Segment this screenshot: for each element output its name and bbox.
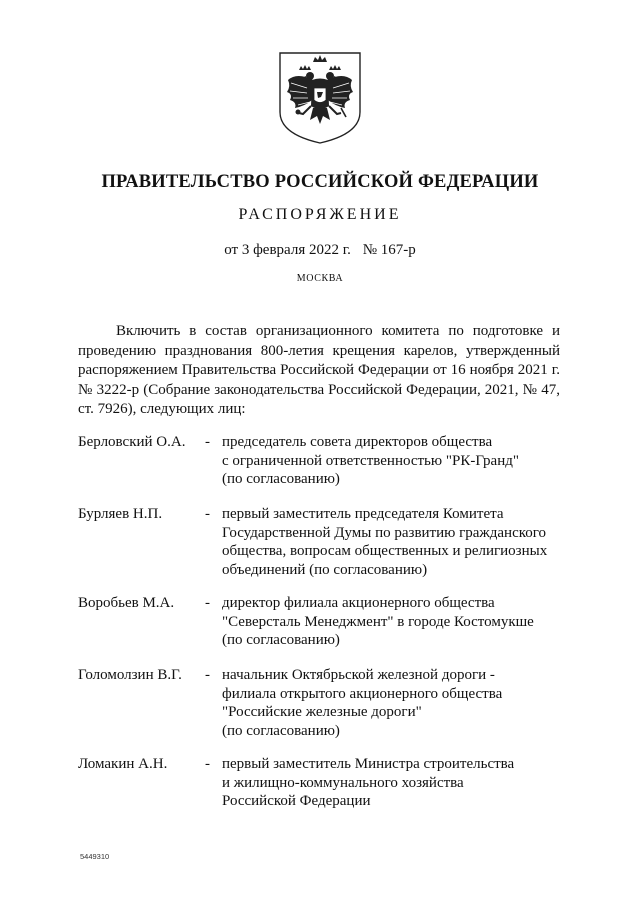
government-title: ПРАВИТЕЛЬСТВО РОССИЙСКОЙ ФЕДЕРАЦИИ [101,172,539,192]
member-name: Воробьев М.А. [78,595,175,611]
member-item [78,594,568,666]
document-code: 5449310 [80,852,110,861]
member-name: Берловский О.А. [78,434,186,450]
document-date-line [0,242,640,259]
member-role: директор филиала акционерного общества "Северсталь Менеджмент" в городе Костомукше (по согласованию) [222,595,534,648]
document-type: РАСПОРЯЖЕНИЕ [238,206,402,223]
member-dash: - [205,434,210,450]
member-item [78,433,568,505]
member-item [78,755,568,815]
member-item [78,505,568,594]
member-dash: - [205,506,210,522]
member-item [78,666,568,755]
member-name: Голомолзин В.Г. [78,667,182,683]
member-role: председатель совета директоров общества с ограниченной ответственностью "РК-Гранд" (по согласованию) [222,434,519,487]
coat-of-arms-icon [277,50,363,146]
document-date: от 3 февраля 2022 г. [224,242,351,258]
member-role: первый заместитель председателя Комитета Государственной Думы по развитию гражданского общества, вопросам общественных и религиозных объединений (по согласованию) [222,506,548,578]
member-name: Бурляев Н.П. [78,506,163,522]
document-number: № 167-р [362,242,416,258]
main-paragraph: Включить в состав организационного комитета по подготовке и проведению празднования 800-летия крещения карелов, утвержденный распоряжением Правительства Российской Федерации от 16 ноября 2021 г. № 3222-р (Собрание законодательства Российской Федерации, 2021, № 47, ст. 7926), следующих лиц: [78,323,560,417]
document-city: МОСКВА [296,273,344,284]
member-dash: - [205,756,210,772]
member-role: первый заместитель Министра строительства и жилищно-коммунального хозяйства Российской Федерации [222,756,515,809]
member-dash: - [205,595,210,611]
member-name: Ломакин А.Н. [78,756,168,772]
member-dash: - [205,667,210,683]
members-list [78,433,568,815]
member-role: начальник Октябрьской железной дороги - филиала открытого акционерного общества "Российские железные дороги" (по согласованию) [222,667,503,739]
